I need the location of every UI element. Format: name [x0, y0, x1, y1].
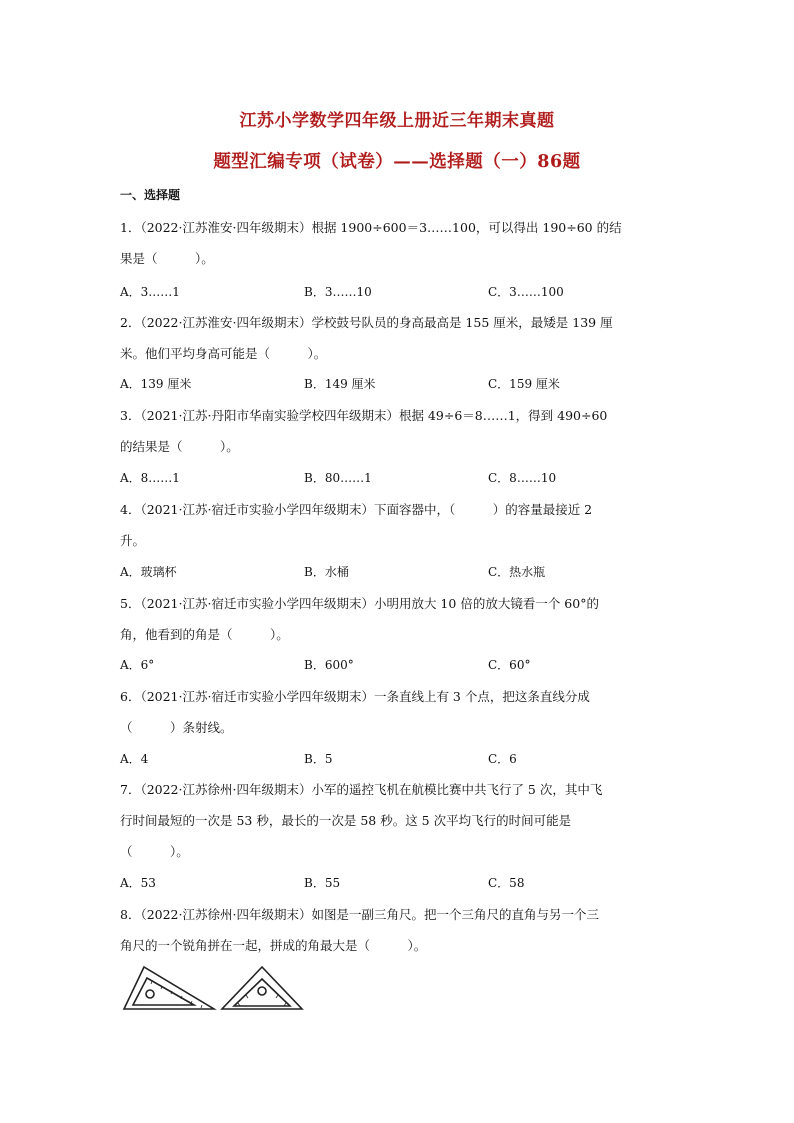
question-7-text-cont: 行时间最短的一次是 53 秒，最长的一次是 58 秒。这 5 次平均飞行的时间可能是 [120, 813, 572, 828]
question-3-option-c: C．8……10 [488, 471, 557, 485]
question-1-option-c: C．3……100 [488, 285, 564, 299]
question-2-text-cont: 米。他们平均身高可能是（ ）。 [120, 346, 327, 361]
question-8-text: 8．（2022·江苏徐州·四年级期末）如图是一副三角尺。把一个三角尺的直角与另一个三 [120, 907, 599, 922]
question-4-option-c: C．热水瓶 [488, 565, 546, 579]
question-2-option-a: A．139 厘米 [120, 377, 192, 391]
question-3-text: 3．（2021·江苏·丹阳市华南实验学校四年级期末）根据 49÷6＝8……1，得到 490÷60 [120, 408, 608, 423]
question-8-text-cont: 角尺的一个锐角拼在一起，拼成的角最大是（ ）。 [120, 938, 427, 953]
question-1-text: 1．（2022·江苏淮安·四年级期末）根据 1900÷600＝3……100，可以得出 190÷60 的结 [120, 220, 622, 235]
question-5-text-cont: 角，他看到的角是（ ）。 [120, 627, 289, 642]
question-2-option-c: C．159 厘米 [488, 377, 560, 391]
question-4-option-b: B．水桶 [304, 565, 349, 579]
question-4-option-a: A．玻璃杯 [120, 565, 177, 579]
question-6-option-c: C．6 [488, 752, 517, 766]
question-7-text: 7．（2022·江苏徐州·四年级期末）小军的遥控飞机在航模比赛中共飞行了 5 次，其中飞 [120, 782, 603, 797]
set-square-45 [222, 967, 302, 1009]
question-5-option-a: A．6° [120, 658, 155, 672]
question-6-text-cont: （ ）条射线。 [120, 720, 233, 735]
set-square-30-60 [124, 967, 214, 1009]
page-subtitle: 题型汇编专项（试卷）——选择题（一）86题 [213, 152, 581, 172]
question-2-text: 2．（2022·江苏淮安·四年级期末）学校鼓号队员的身高最高是 155 厘米，最矮是 139 厘 [120, 315, 613, 330]
question-1-option-b: B．3……10 [304, 285, 372, 299]
question-5-option-b: B．600° [304, 658, 354, 672]
triangle-rulers-figure [122, 965, 307, 1017]
question-4-text: 4．（2021·江苏·宿迁市实验小学四年级期末）下面容器中，（ ）的容量最接近 2 [120, 502, 593, 517]
section-heading: 一、选择题 [120, 188, 181, 202]
question-6-text: 6．（2021·江苏·宿迁市实验小学四年级期末）一条直线上有 3 个点，把这条直线分成 [120, 689, 590, 704]
page-title: 江苏小学数学四年级上册近三年期末真题 [239, 111, 555, 131]
question-7-option-c: C．58 [488, 876, 525, 890]
question-5-text: 5．（2021·江苏·宿迁市实验小学四年级期末）小明用放大 10 倍的放大镜看一个 60°的 [120, 596, 599, 611]
question-1-option-a: A．3……1 [120, 285, 180, 299]
question-6-option-a: A．4 [120, 752, 149, 766]
question-7-option-a: A．53 [120, 876, 156, 890]
question-7-text-cont-2: （ ）。 [120, 844, 189, 859]
question-1-text-cont: 果是（ ）。 [120, 251, 214, 266]
question-4-text-cont: 升。 [120, 533, 146, 548]
question-3-option-a: A．8……1 [120, 471, 180, 485]
question-7-option-b: B．55 [304, 876, 341, 890]
question-6-option-b: B．5 [304, 752, 333, 766]
question-3-text-cont: 的结果是（ ）。 [120, 439, 239, 454]
question-3-option-b: B．80……1 [304, 471, 372, 485]
question-5-option-c: C．60° [488, 658, 531, 672]
question-2-option-b: B．149 厘米 [304, 377, 376, 391]
